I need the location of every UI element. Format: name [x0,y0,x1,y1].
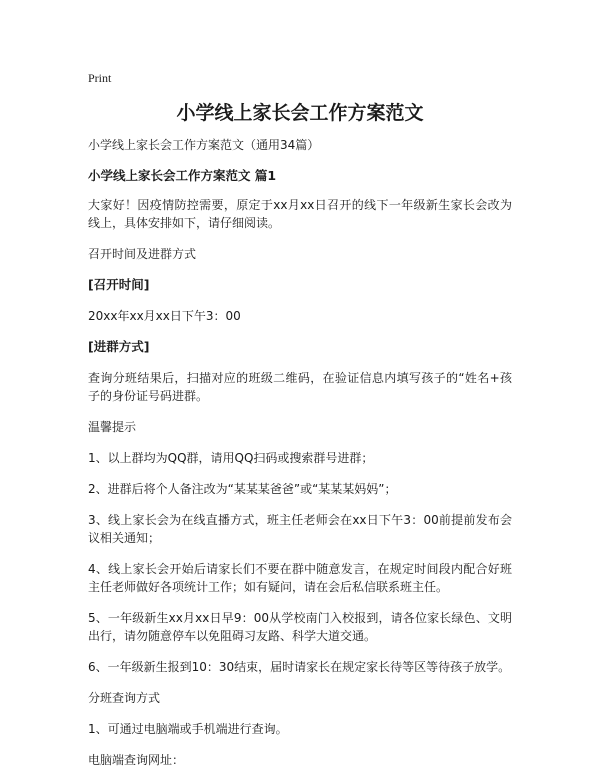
intro-paragraph: 大家好！因疫情防控需要，原定于xx月xx日召开的线下一年级新生家长会改为线上，具体安排如下，请仔细阅读。 [88,198,512,230]
document-title: 小学线上家长会工作方案范文 [176,102,424,124]
query-item-1: 1、可通过电脑端或手机端进行查询。 [88,722,288,736]
join-text: 查询分班结果后，扫描对应的班级二维码，在验证信息内填写孩子的“姓名+孩子的身份证号码进群。 [88,371,512,403]
time-heading: [召开时间] [88,277,150,292]
tip-item-5: 5、一年级新生xx月xx日早9：00从学校南门入校报到，请各位家长绿色、文明出行，请勿随意停车以免阻碍习友路、科学大道交通。 [88,611,512,643]
tip-item-1: 1、以上群均为QQ群，请用QQ扫码或搜索群号进群； [88,451,374,465]
time-and-join-heading: 召开时间及进群方式 [88,247,197,261]
tip-item-4: 4、线上家长会开始后请家长们不要在群中随意发言，在规定时间段内配合好班主任老师做好各项统计工作；如有疑问，请在会后私信联系班主任。 [88,562,512,594]
section-heading: 小学线上家长会工作方案范文 篇1 [88,168,277,183]
document-subtitle: 小学线上家长会工作方案范文（通用34篇） [88,138,320,152]
pc-url-label: 电脑端查询网址： [88,753,185,767]
time-value: 20xx年xx月xx日下午3：00 [88,309,241,323]
print-label: Print [88,71,112,85]
join-heading: [进群方式] [88,339,150,354]
class-query-heading: 分班查询方式 [88,691,161,705]
tips-heading: 温馨提示 [88,420,137,434]
tip-item-3: 3、线上家长会为在线直播方式，班主任老师会在xx日下午3：00前提前发布会议相关通知； [88,513,512,545]
tip-item-6: 6、一年级新生报到10：30结束，届时请家长在规定家长待等区等待孩子放学。 [88,660,511,674]
tip-item-2: 2、进群后将个人备注改为“某某某爸爸”或“某某某妈妈”； [88,482,397,496]
